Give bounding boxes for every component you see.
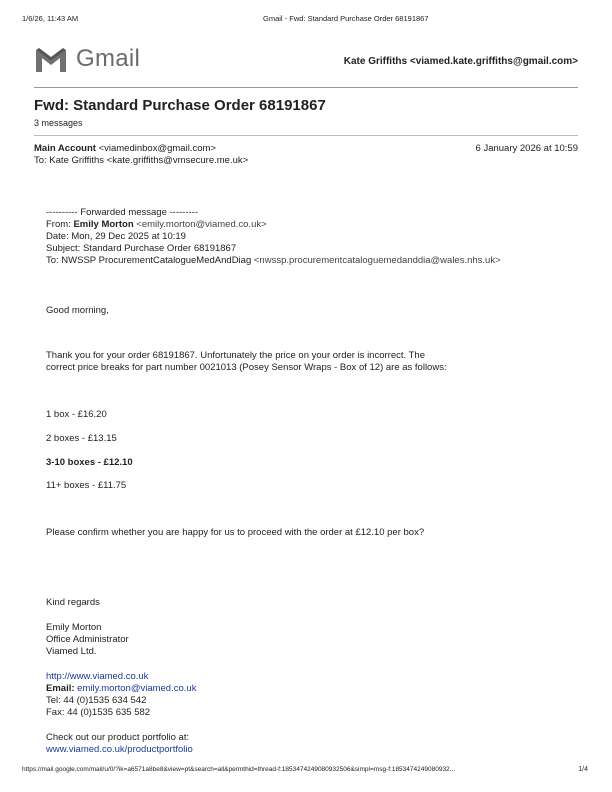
forward-date: Date: Mon, 29 Dec 2025 at 10:19 [46,231,186,242]
message-date: 6 January 2026 at 10:59 [475,143,578,154]
gmail-m-icon [34,46,68,74]
signature-name: Emily Morton [46,622,102,633]
print-datetime: 1/6/26, 11:43 AM [22,14,79,23]
message-count: 3 messages [34,118,83,128]
price-item-highlighted: 3-10 boxes - £12.10 [46,457,133,468]
message-to: To: Kate Griffiths <kate.griffiths@vmsecure.me.uk> [34,155,249,166]
thread-subject: Fwd: Standard Purchase Order 68191867 [34,97,326,114]
signature-tel: Tel: 44 (0)1535 634 542 [46,695,147,706]
forward-separator: ---------- Forwarded message --------- [46,207,198,218]
forward-to [46,255,501,266]
body-paragraph-line2: correct price breaks for part number 0021013 (Posey Sensor Wraps - Box of 12) are as follows: [46,362,447,373]
forward-from [46,219,267,230]
account-label: Kate Griffiths <viamed.kate.griffiths@gmail.com> [343,56,578,67]
forward-to-email[interactable]: <nwssp.procurementcataloguemedanddia@wales.nhs.uk> [253,255,501,266]
signature-fax: Fax: 44 (0)1535 635 582 [46,707,151,718]
forward-from-label: From: [46,219,71,230]
sender-email[interactable]: <viamedinbox@gmail.com> [98,143,216,154]
forward-from-name: Emily Morton [73,219,134,230]
gmail-logo-text: Gmail [76,45,141,72]
forward-subject: Subject: Standard Purchase Order 68191867 [46,243,237,254]
closing: Kind regards [46,597,100,608]
confirmation-question: Please confirm whether you are happy for us to proceed with the order at £12.10 per box? [46,527,425,538]
print-page-number: 1/4 [578,766,588,773]
subject-divider [34,135,578,136]
sender-name: Main Account [34,143,96,154]
print-footer-url: https://mail.google.com/mail/u/0/?ik=a6571a8be8&view=pt&search=all&permthid=thread-f:1853474249080932506&simpl=msg-f:1853474249080932... [22,766,456,773]
price-item: 2 boxes - £13.15 [46,433,117,444]
price-item: 11+ boxes - £11.75 [46,480,127,491]
signature-role: Office Administrator [46,634,129,645]
forward-from-email[interactable]: <emily.morton@viamed.co.uk> [136,219,267,230]
signature-company: Viamed Ltd. [46,646,97,657]
signature-email [46,683,196,694]
signature-email-label: Email: [46,683,75,694]
portfolio-link[interactable]: www.viamed.co.uk/productportfolio [46,744,193,755]
message-from [34,143,216,154]
forward-to-label: To: NWSSP ProcurementCatalogueMedAndDiag [46,255,252,266]
signature-email-link[interactable]: emily.morton@viamed.co.uk [77,683,197,694]
header-divider [34,87,578,88]
print-title: Gmail - Fwd: Standard Purchase Order 68191867 [263,14,429,23]
greeting: Good morning, [46,305,109,316]
body-paragraph-line1: Thank you for your order 68191867. Unfortunately the price on your order is incorrect. The [46,350,425,361]
signature-website-link[interactable]: http://www.viamed.co.uk [46,671,149,682]
price-item: 1 box - £16.20 [46,409,107,420]
portfolio-text: Check out our product portfolio at: [46,732,190,743]
